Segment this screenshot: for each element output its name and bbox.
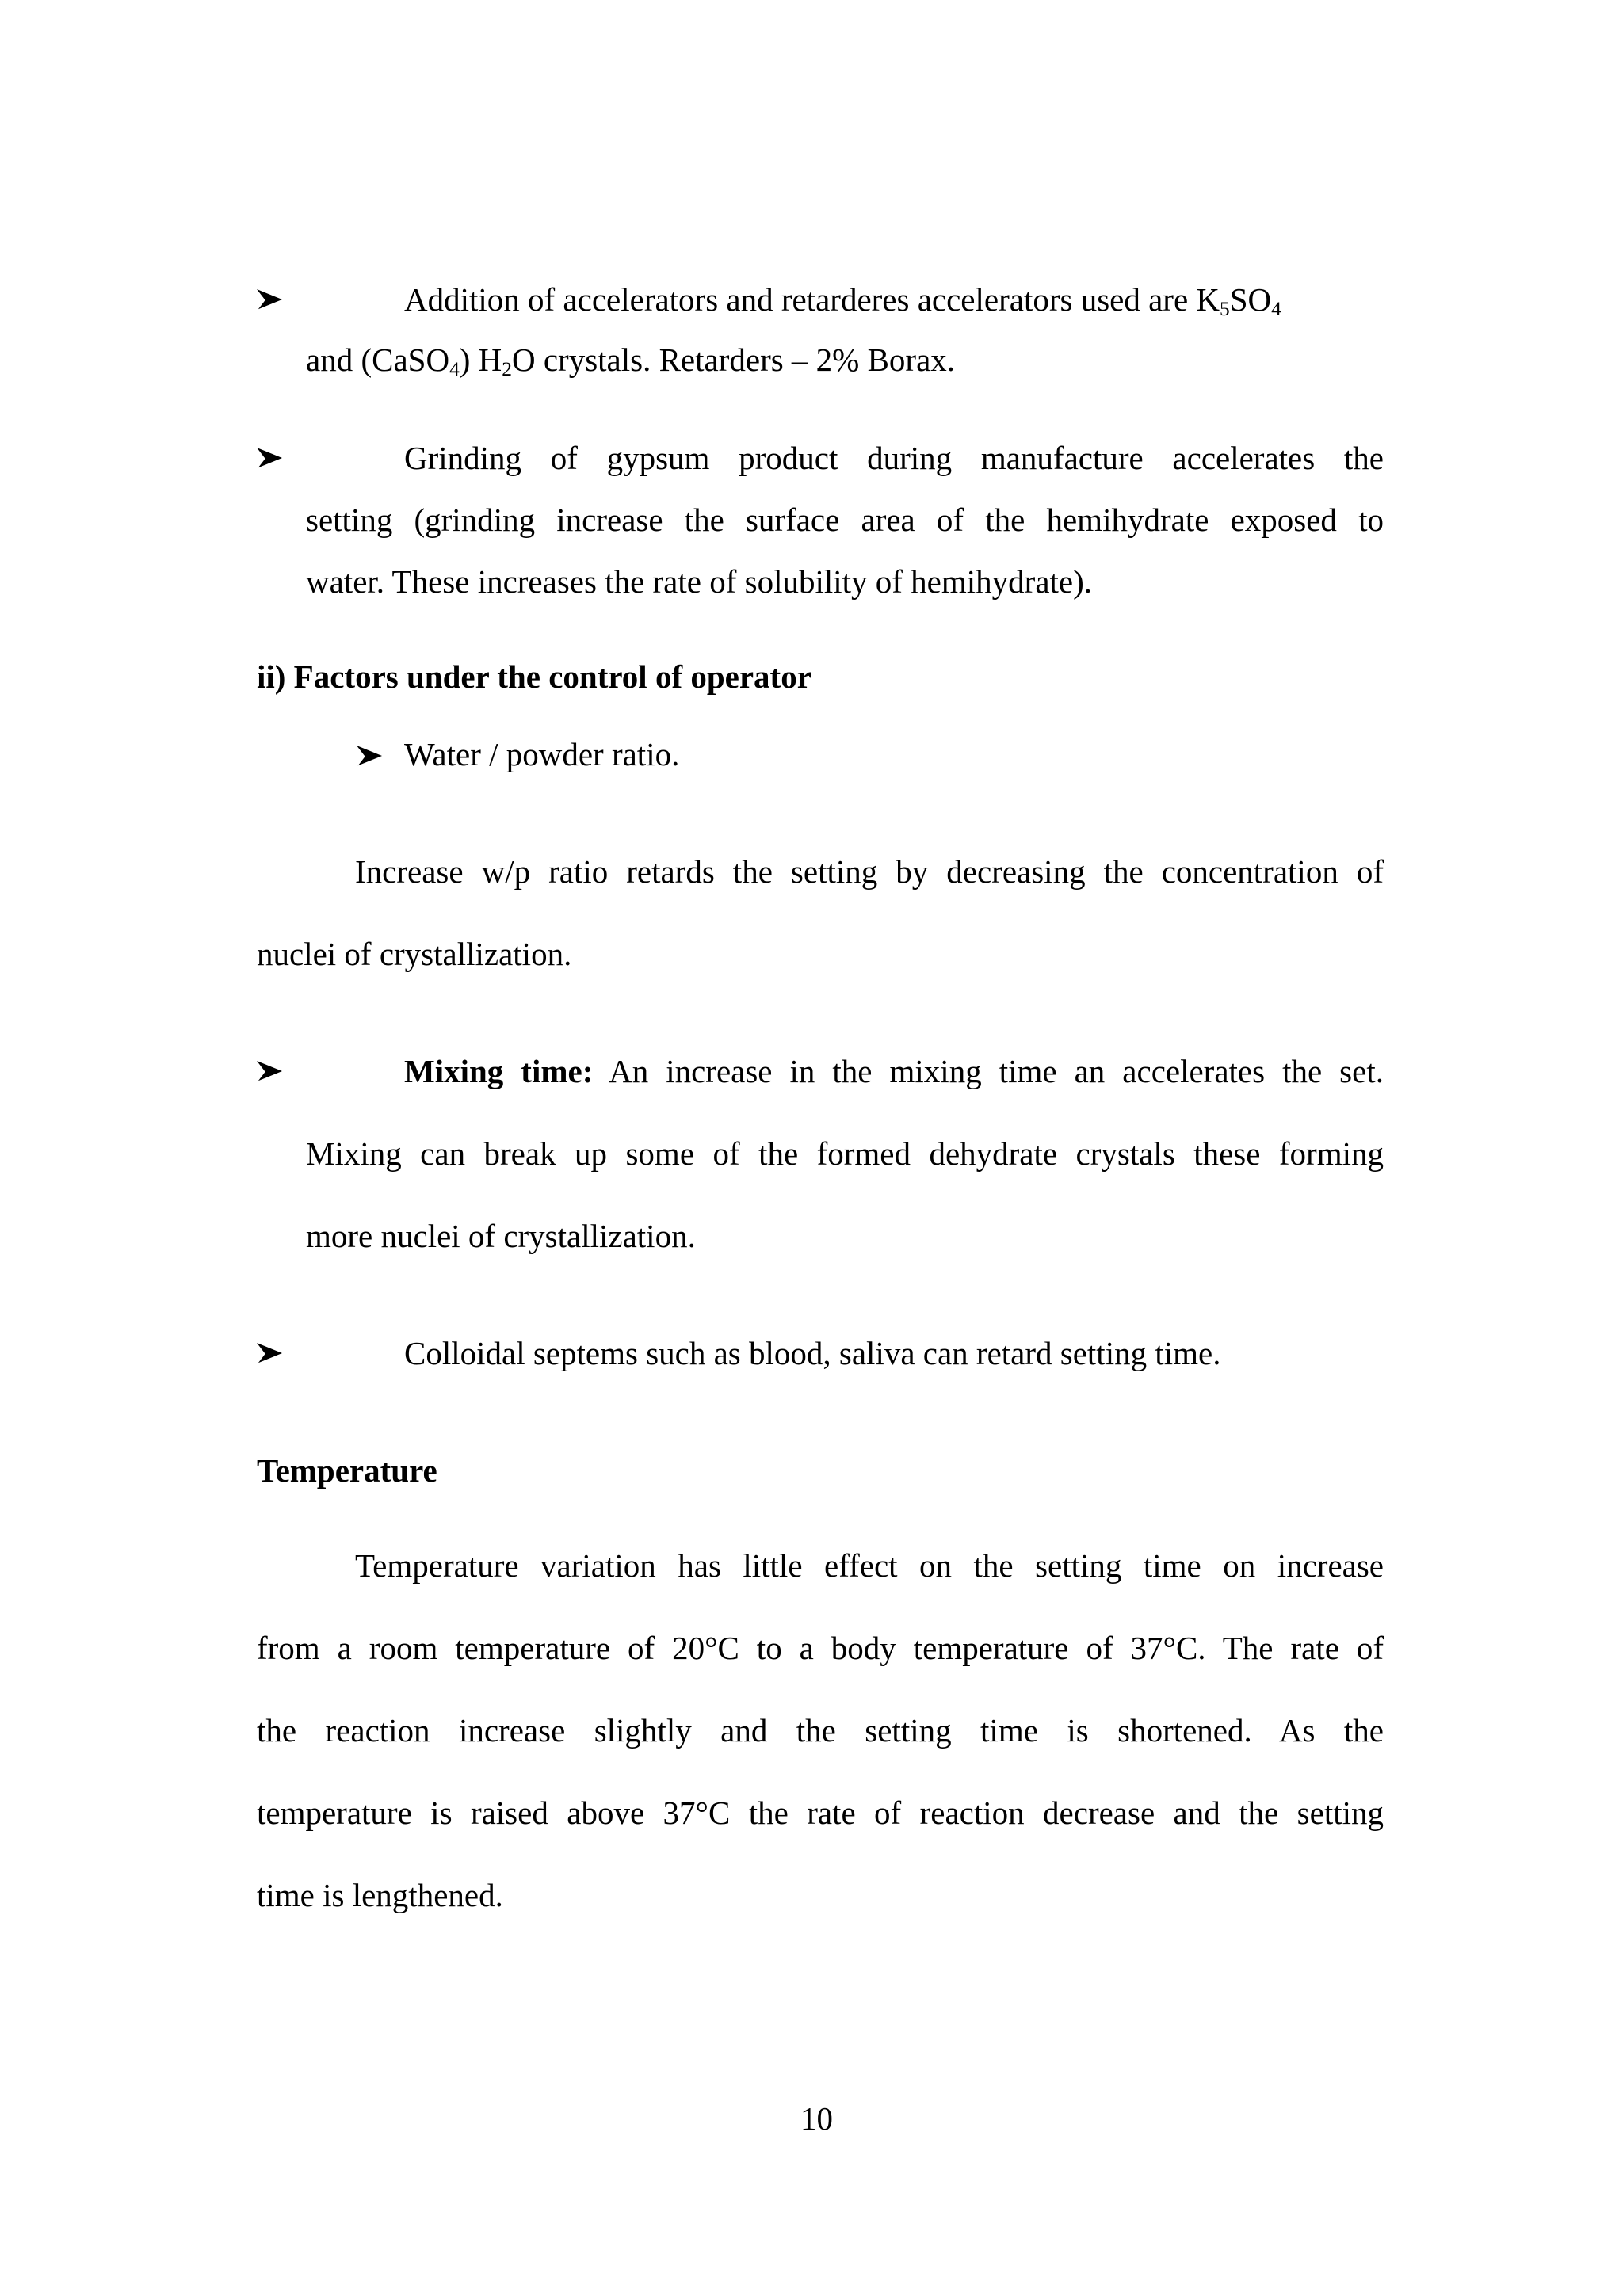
temperature-heading: Temperature <box>257 1452 437 1489</box>
bullet1-line2: and (CaSO$_4$) $H_2O$ crystals. Retarders – 2% Borax. <box>306 341 956 381</box>
bullet1-line1: Addition of accelerators and retarderes accelerators used are $K_5SO_4$ <box>404 281 1281 321</box>
arrowhead-bullet-icon <box>355 745 384 767</box>
section-heading: ii) Factors under the control of operator <box>257 658 812 695</box>
bullet3-line1: Mixing time: An increase in the mixing time an accelerates the set. <box>404 1053 1384 1089</box>
bullet2-line2: setting (grinding increase the surface area of the hemihydrate exposed to <box>306 502 1384 538</box>
page-number: 10 <box>800 2100 833 2137</box>
arrowhead-bullet-icon <box>255 288 284 311</box>
temperature-line3: the reaction increase slightly and the setting time is shortened. As the <box>257 1712 1384 1749</box>
temperature-line1: Temperature variation has little effect on the setting time on increase <box>355 1547 1384 1584</box>
temperature-line2: from a room temperature of 20°C to a body temperature of 37°C. The rate of <box>257 1630 1384 1666</box>
wp-paragraph-line1: Increase w/p ratio retards the setting by decreasing the concentration of <box>355 853 1384 890</box>
temperature-line4: temperature is raised above 37°C the rate of reaction decrease and the setting <box>257 1794 1384 1831</box>
arrowhead-bullet-icon <box>255 1342 284 1364</box>
bullet4-text: Colloidal septems such as blood, saliva can retard setting time. <box>404 1335 1221 1371</box>
sub-bullet-text: Water / powder ratio. <box>404 736 680 772</box>
bullet2-line3: water. These increases the rate of solubility of hemihydrate). <box>306 563 1093 600</box>
arrowhead-bullet-icon <box>255 447 284 469</box>
temperature-line5: time is lengthened. <box>257 1877 503 1913</box>
bullet3-line3: more nuclei of crystallization. <box>306 1218 696 1254</box>
bullet3-line2: Mixing can break up some of the formed dehydrate crystals these forming <box>306 1135 1384 1172</box>
wp-paragraph-line2: nuclei of crystallization. <box>257 936 572 972</box>
bullet2-line1: Grinding of gypsum product during manufacture accelerates the <box>404 440 1384 476</box>
arrowhead-bullet-icon <box>255 1060 284 1082</box>
